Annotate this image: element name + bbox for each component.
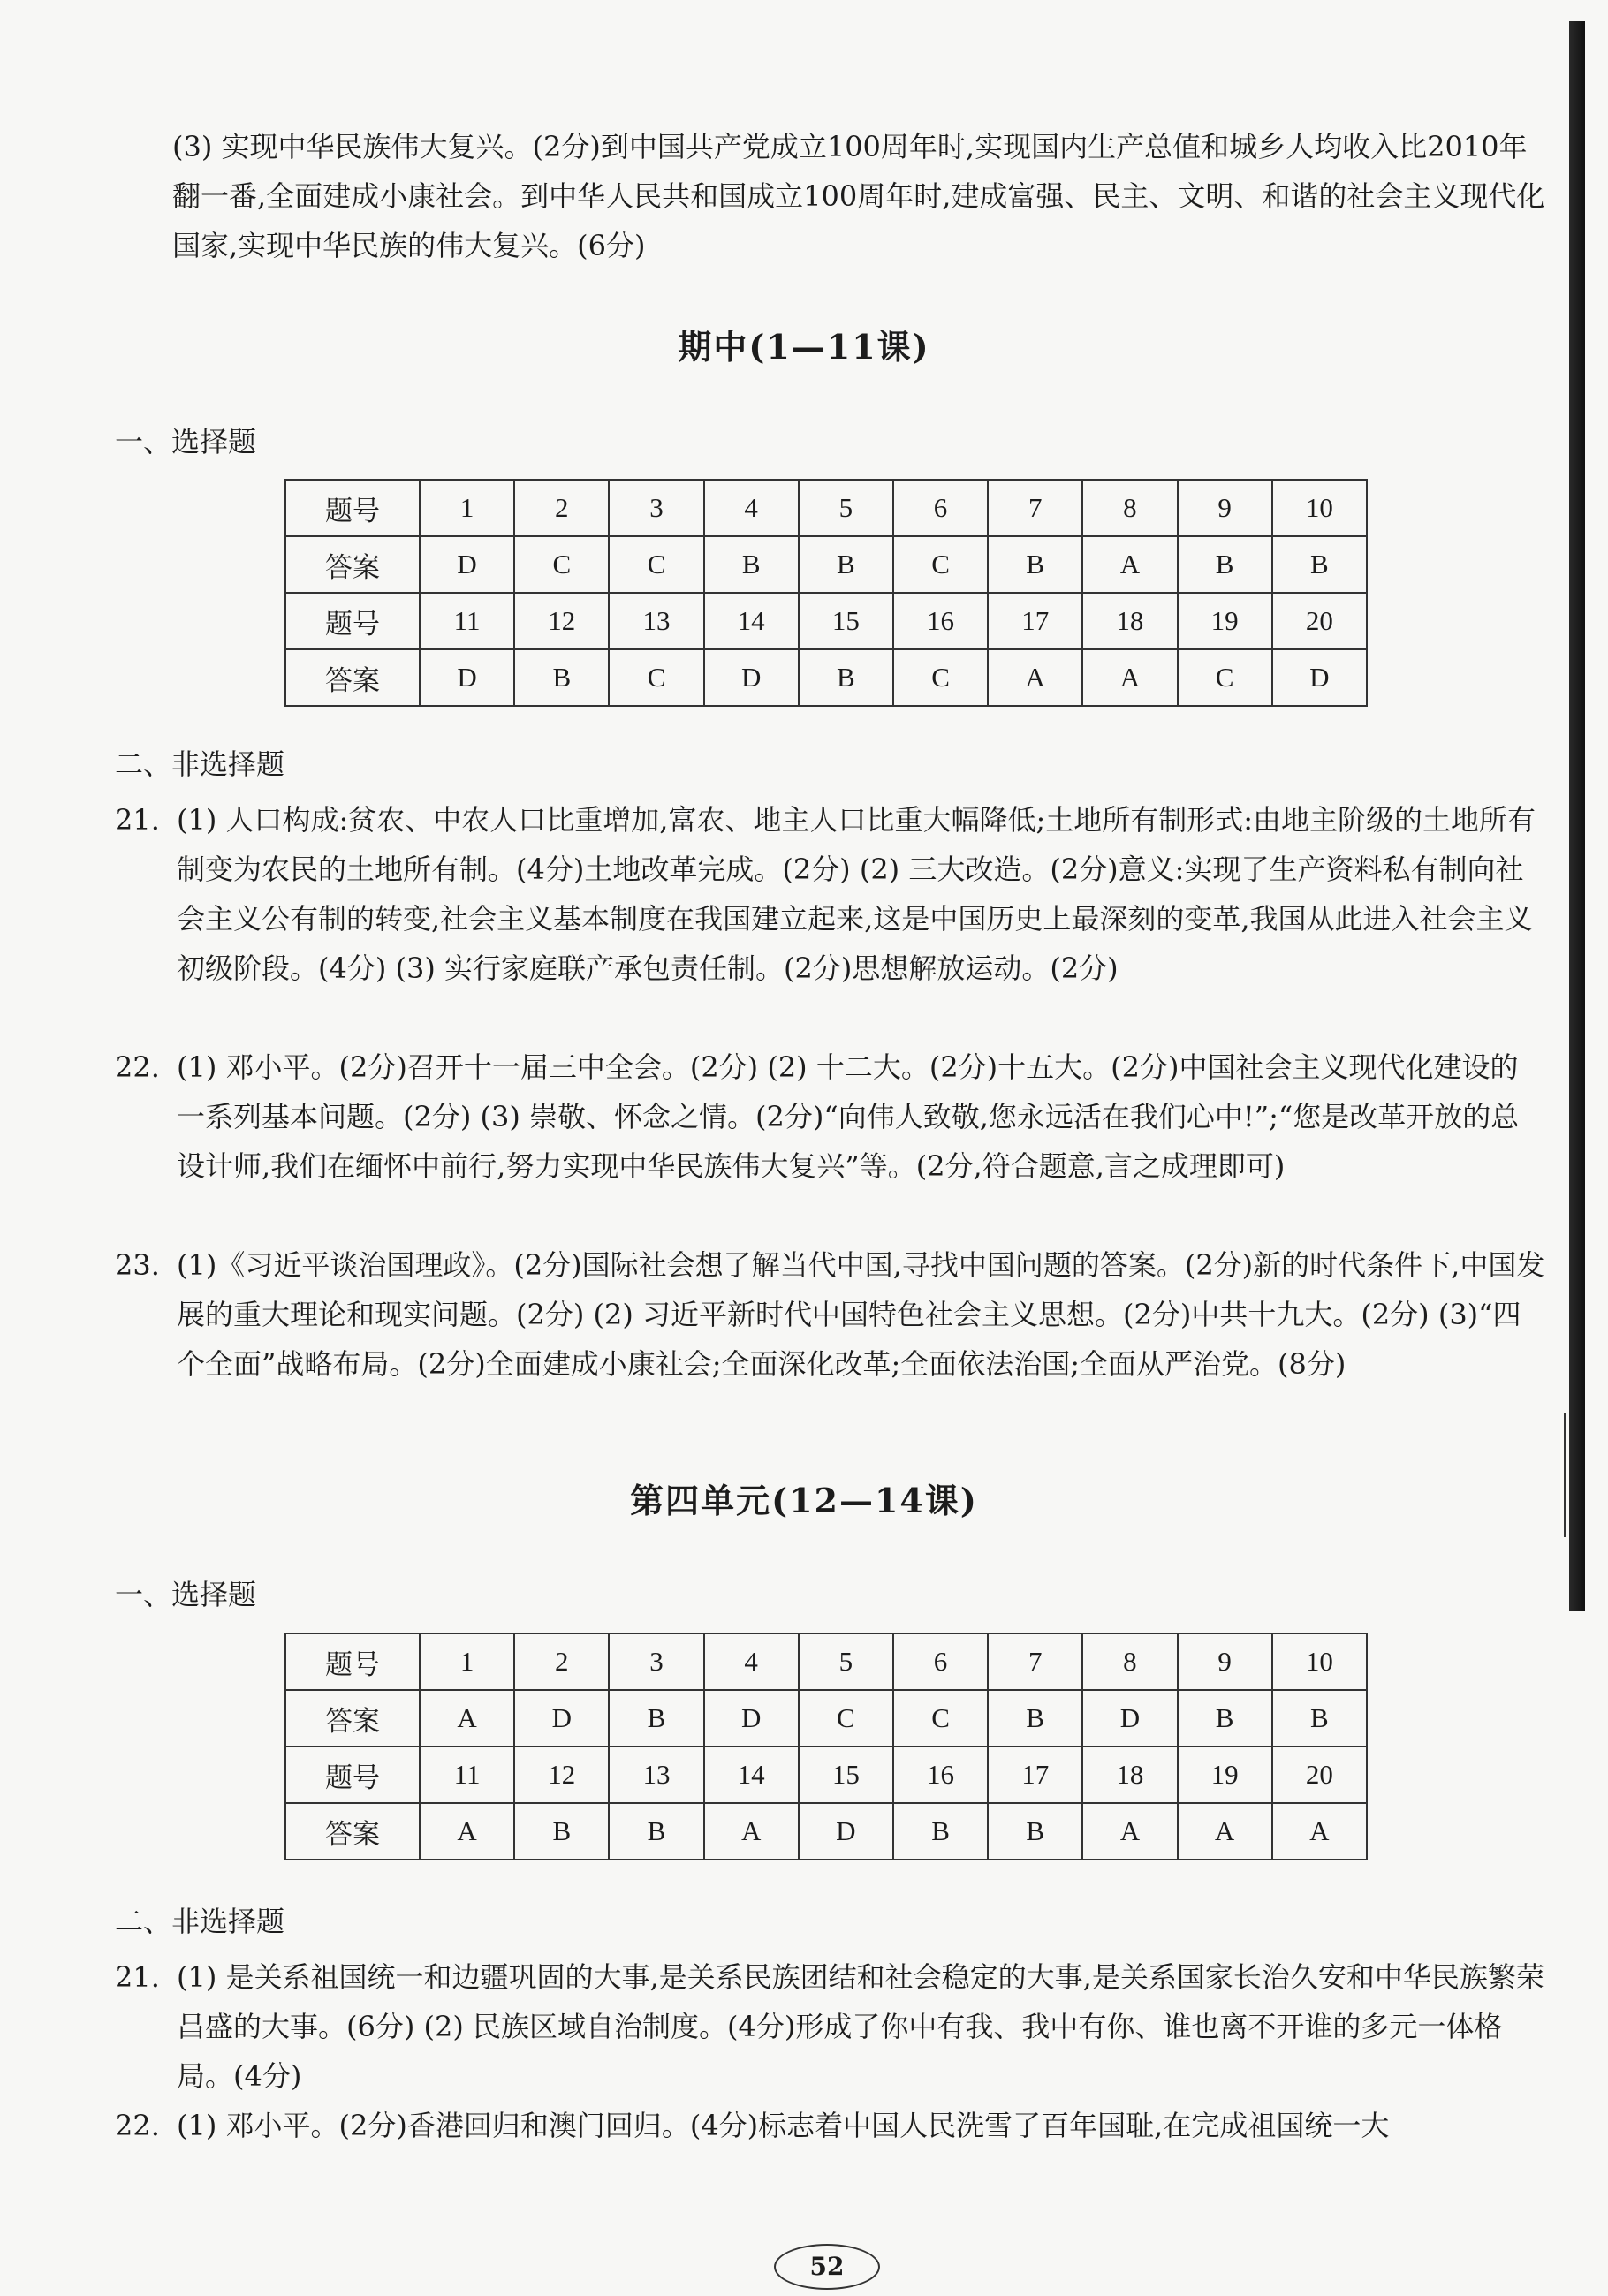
question-number: 10 [1272, 480, 1367, 536]
section-title-midterm: 期中(1—11课) [678, 327, 930, 367]
answer-cell: A [988, 649, 1082, 706]
table-row [285, 480, 1367, 536]
question-number: 1 [420, 480, 514, 536]
answer-cell: B [1272, 536, 1367, 593]
question-number: 17 [988, 1747, 1082, 1803]
answer-table-unit4 [284, 1633, 1368, 1860]
question-number: 15 [799, 1747, 893, 1803]
question-number: 4 [704, 480, 799, 536]
question-number: 18 [1082, 1747, 1177, 1803]
answer-cell: B [609, 1803, 703, 1860]
row-label: 答案 [285, 649, 420, 706]
answer-cell: A [1082, 1803, 1177, 1860]
question-number: 16 [893, 1747, 988, 1803]
answer-cell: D [799, 1803, 893, 1860]
question-number: 13 [609, 1747, 703, 1803]
question-number: 3 [609, 480, 703, 536]
answer-cell: B [799, 649, 893, 706]
answer-cell: B [514, 649, 609, 706]
question-number: 3 [609, 1633, 703, 1690]
item-number: 22. [115, 1050, 160, 1084]
question-number: 7 [988, 1633, 1082, 1690]
answer-cell: A [420, 1803, 514, 1860]
answer-cell: D [1082, 1690, 1177, 1747]
answer-cell: D [704, 649, 799, 706]
item-number: 21. [115, 1960, 160, 1994]
nonchoice-heading: 二、非选择题 [115, 747, 285, 781]
table-row [285, 1633, 1367, 1690]
answer-item-21 [115, 795, 1546, 993]
answer-cell: B [514, 1803, 609, 1860]
question-number: 11 [420, 593, 514, 649]
question-number: 11 [420, 1747, 514, 1803]
item-number: 23. [115, 1248, 160, 1282]
item-text: (1) 人口构成:贫农、中农人口比重增加,富农、地主人口比重大幅降低;土地所有制形式:由地主阶级的土地所有制变为农民的土地所有制。(4分)土地改革完成。(2分) (2) 三大改造。(2分)意义:实现了生产资料私有制向社会主义公有制的转变,社会主义基本制度在我国建立起来,这是中国历史上最深刻的变革,我国从此进入社会主义初级阶段。(4分) (3) 实行家庭联产承包责任制。(2分)思想解放运动。(2分) [177, 803, 1536, 985]
nonchoice-heading: 二、非选择题 [115, 1905, 285, 1938]
answer-cell: A [1272, 1803, 1367, 1860]
question-number: 16 [893, 593, 988, 649]
question-number: 1 [420, 1633, 514, 1690]
question-number: 2 [514, 480, 609, 536]
section-title-unit4: 第四单元(12—14课) [630, 1481, 978, 1520]
answer-cell: B [609, 1690, 703, 1747]
answer-cell: A [420, 1690, 514, 1747]
row-label: 题号 [285, 593, 420, 649]
question-number: 4 [704, 1633, 799, 1690]
answer-cell: B [799, 536, 893, 593]
table-row [285, 1803, 1367, 1860]
answer-cell: B [893, 1803, 988, 1860]
question-number: 9 [1178, 480, 1272, 536]
answer-cell: B [1178, 1690, 1272, 1747]
answer-cell: C [1178, 649, 1272, 706]
question-number: 15 [799, 593, 893, 649]
question-number: 12 [514, 593, 609, 649]
question-number: 9 [1178, 1633, 1272, 1690]
question-number: 6 [893, 480, 988, 536]
page-number: 52 [774, 2244, 880, 2290]
scan-page-edge [1569, 21, 1585, 1611]
question-number: 2 [514, 1633, 609, 1690]
answer-item-23 [115, 1240, 1546, 1389]
question-number: 19 [1178, 1747, 1272, 1803]
row-label: 答案 [285, 1690, 420, 1747]
row-label: 题号 [285, 480, 420, 536]
row-label: 题号 [285, 1747, 420, 1803]
item-text: (1)《习近平谈治国理政》。(2分)国际社会想了解当代中国,寻找中国问题的答案。(2分)新的时代条件下,中国发展的重大理论和现实问题。(2分) (2) 习近平新时代中国特色社会主义思想。(2分)中共十九大。(2分) (3)“四个全面”战略布局。(2分)全面建成小康社会;全面深化改革;全面依法治国;全面从严治党。(8分) [177, 1248, 1545, 1381]
question-number: 10 [1272, 1633, 1367, 1690]
answer-item-21 [115, 1952, 1546, 2101]
question-number: 20 [1272, 1747, 1367, 1803]
question-number: 13 [609, 593, 703, 649]
answer-cell: B [1178, 536, 1272, 593]
answer-cell: B [704, 536, 799, 593]
answer-table-midterm [284, 479, 1368, 707]
row-label: 答案 [285, 1803, 420, 1860]
question-number: 18 [1082, 593, 1177, 649]
answer-cell: B [988, 1690, 1082, 1747]
item-text: (1) 邓小平。(2分)香港回归和澳门回归。(4分)标志着中国人民洗雪了百年国耻,在完成祖国统一大 [177, 2109, 1390, 2142]
answer-cell: A [1178, 1803, 1272, 1860]
answer-cell: C [514, 536, 609, 593]
answer-cell: C [893, 1690, 988, 1747]
question-number: 17 [988, 593, 1082, 649]
choice-heading: 一、选择题 [115, 425, 257, 458]
question-number: 8 [1082, 1633, 1177, 1690]
question-number: 7 [988, 480, 1082, 536]
table-row [285, 536, 1367, 593]
answer-cell: B [1272, 1690, 1367, 1747]
item-text: (1) 邓小平。(2分)召开十一届三中全会。(2分) (2) 十二大。(2分)十五大。(2分)中国社会主义现代化建设的一系列基本问题。(2分) (3) 崇敬、怀念之情。(2分)“向伟人致敬,您永远活在我们心中!”;“您是改革开放的总设计师,我们在缅怀中前行,努力实现中华民族伟大复兴”等。(2分,符合题意,言之成理即可) [177, 1050, 1520, 1183]
answer-cell: D [420, 649, 514, 706]
answer-cell: D [704, 1690, 799, 1747]
answer-cell: B [988, 1803, 1082, 1860]
answer-cell: A [1082, 536, 1177, 593]
question-number: 14 [704, 1747, 799, 1803]
answer-item-22 [115, 2101, 1546, 2150]
answer-cell: D [514, 1690, 609, 1747]
row-label: 题号 [285, 1633, 420, 1690]
answer-cell: C [893, 536, 988, 593]
table-row [285, 593, 1367, 649]
answer-item-22 [115, 1042, 1546, 1191]
answer-cell: A [704, 1803, 799, 1860]
question-number: 5 [799, 480, 893, 536]
choice-heading: 一、选择题 [115, 1578, 257, 1611]
question-number: 6 [893, 1633, 988, 1690]
answer-cell: C [609, 536, 703, 593]
question-number: 20 [1272, 593, 1367, 649]
question-number: 14 [704, 593, 799, 649]
question-number: 12 [514, 1747, 609, 1803]
answer-cell: A [1082, 649, 1177, 706]
answer-cell: D [420, 536, 514, 593]
intro-paragraph: (3) 实现中华民族伟大复兴。(2分)到中国共产党成立100周年时,实现国内生产总值和城乡人均收入比2010年翻一番,全面建成小康社会。到中华人民共和国成立100周年时,建成富强、民主、文明、和谐的社会主义现代化国家,实现中华民族的伟大复兴。(6分) [172, 130, 1545, 262]
row-label: 答案 [285, 536, 420, 593]
answer-cell: C [893, 649, 988, 706]
answer-cell: D [1272, 649, 1367, 706]
item-number: 22. [115, 2109, 160, 2142]
table-row [285, 1747, 1367, 1803]
answer-cell: C [799, 1690, 893, 1747]
answer-cell: C [609, 649, 703, 706]
answer-cell: B [988, 536, 1082, 593]
item-number: 21. [115, 803, 160, 837]
item-text: (1) 是关系祖国统一和边疆巩固的大事,是关系民族团结和社会稳定的大事,是关系国家长治久安和中华民族繁荣昌盛的大事。(6分) (2) 民族区域自治制度。(4分)形成了你中有我、我中有你、谁也离不开谁的多元一体格局。(4分) [177, 1960, 1544, 2093]
question-number: 5 [799, 1633, 893, 1690]
question-number: 8 [1082, 480, 1177, 536]
table-row [285, 649, 1367, 706]
question-number: 19 [1178, 593, 1272, 649]
table-row [285, 1690, 1367, 1747]
